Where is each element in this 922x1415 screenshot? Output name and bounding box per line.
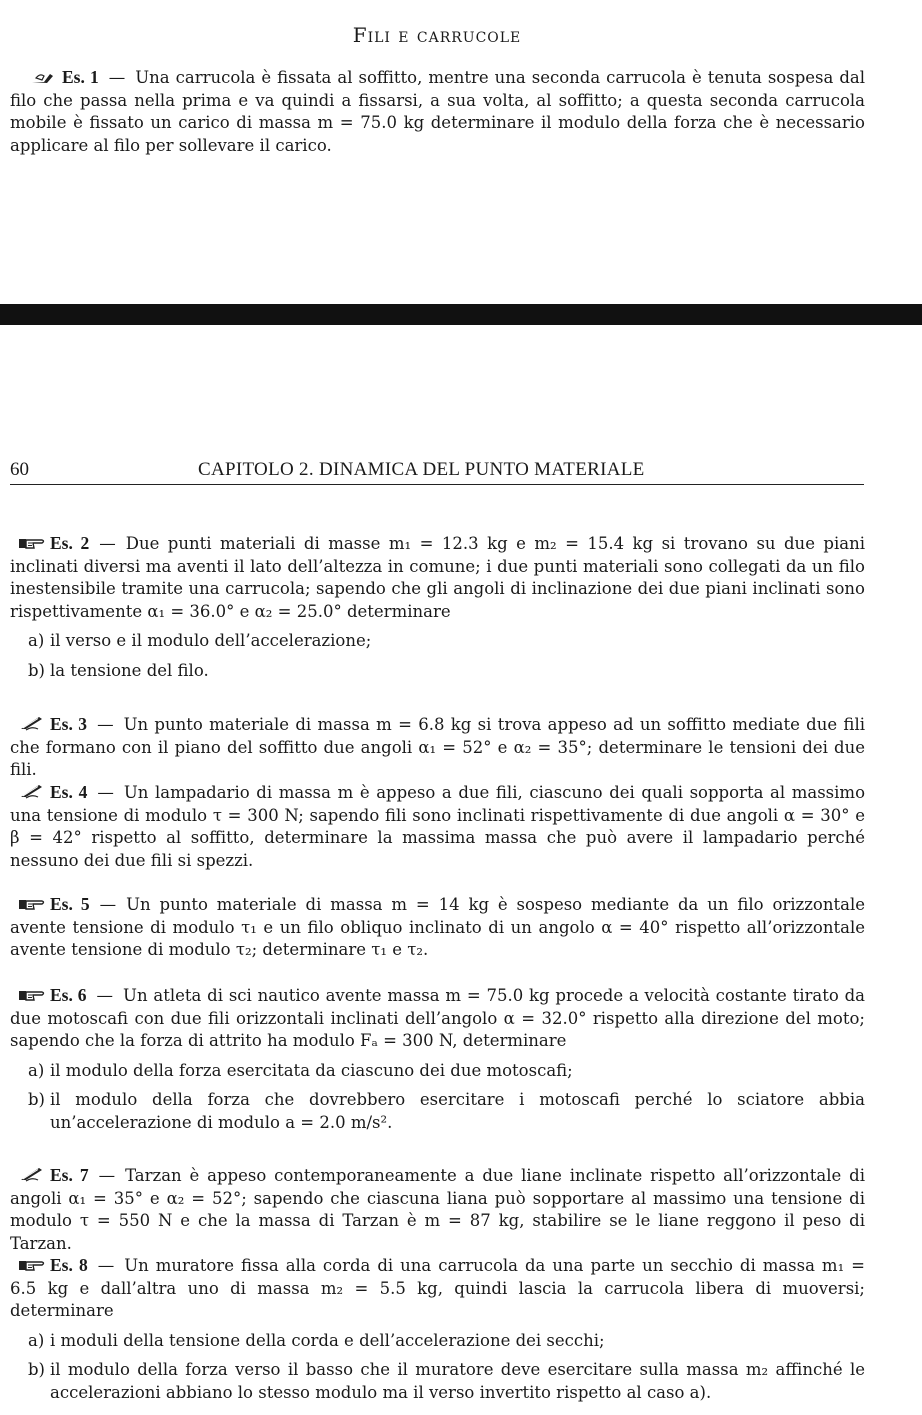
- exercise-label: Es. 4: [50, 782, 88, 802]
- exercise-text: Un punto materiale di massa m = 6.8 kg si trova appeso ad un soffitto mediate due fili che formano con il piano del soffitto due angoli α₁ = 52° e α₂ = 35°; determinare le tensioni dei due fili.: [10, 715, 865, 779]
- running-header: [10, 459, 864, 483]
- exercise-label: Es. 8: [50, 1255, 88, 1275]
- exercise-text: Un lampadario di massa m è appeso a due fili, ciascuno dei quali sopporta al massimo una tensione di modulo τ = 300 N; sapendo fili sono inclinati rispettivamente di due angoli α = 30° e β = 42° rispetto al soffitto, determinare la massima massa che può avere il lampadario perché nessuno dei due fili si spezzi.: [10, 783, 866, 870]
- em-dash: —: [99, 534, 116, 553]
- sub-question-list: [10, 630, 865, 682]
- exercise-3: [10, 713, 865, 782]
- exercise-5: [10, 893, 865, 962]
- exercise-text: Tarzan è appeso contemporaneamente a due liane inclinate rispetto all’orizzontale di angoli α₁ = 35° e α₂ = 52°; sapendo che ciascuna liana può sopportare al massimo una tensione di modulo τ = 550 N e che la massa di Tarzan è m = 87 kg, stabilire se le liane reggono il peso di Tarzan.: [10, 1166, 865, 1253]
- header-rule: [10, 484, 864, 485]
- exercise-7: [10, 1164, 865, 1255]
- em-dash: —: [97, 1256, 115, 1275]
- sub-question: [10, 1359, 865, 1404]
- sub-question: [10, 1060, 865, 1083]
- sub-question: [10, 660, 865, 683]
- exercise-text: Un punto materiale di massa m = 14 kg è sospeso mediante da un filo orizzontale avente tensione di modulo τ₁ e un filo obliquo inclinato di un angolo α = 40° rispetto all’orizzontale avente tensione di modulo τ₂; determinare τ₁ e τ₂.: [10, 895, 865, 959]
- sub-question-text: il modulo della forza verso il basso che il muratore deve esercitare sulla massa m₂ affinché le accelerazioni abbiano lo stesso modulo ma il verso invertito rispetto al caso a).: [50, 1360, 865, 1402]
- sub-question-text: la tensione del filo.: [50, 660, 209, 680]
- pencil-icon: [18, 1168, 46, 1182]
- em-dash: —: [97, 783, 114, 802]
- exercise-text: Due punti materiali di masse m₁ = 12.3 kg e m₂ = 15.4 kg si trovano su due piani inclinati diversi ma aventi il lato dell’altezza in comune; i due punti materiali sono collegati da un filo inestensibile tramite una carrucola; sapendo che gli angoli di inclinazione dei due piani inclinati sono rispettivamente α₁ = 36.0° e α₂ = 25.0° determinare: [10, 534, 866, 621]
- exercise-label: Es. 2: [50, 533, 90, 553]
- sub-question-list: [10, 1060, 865, 1135]
- sub-question-tag: a): [28, 1330, 45, 1350]
- exercise-1: Es. 1 — Una carrucola è fissata al soffitto, mentre una seconda carrucola è tenuta sospesa dal filo che passa nella prima e va quindi a fissarsi, a sua volta, al soffitto; a questa seconda carrucola mobile è fissato un carico di massa m = 75.0 kg determinare il modulo della forza che è necessario applicare al filo per sollevare il carico.: [10, 67, 866, 155]
- exercise-4: [10, 781, 865, 872]
- sub-question-text: il verso e il modulo dell’accelerazione;: [50, 631, 372, 650]
- exercise-label: Es. 3: [50, 714, 88, 734]
- sub-question-tag: b): [28, 660, 45, 680]
- pointing-hand-icon: [18, 897, 46, 911]
- exercise-label: Es. 1: [62, 67, 99, 87]
- sub-question-tag: a): [28, 1060, 45, 1080]
- chapter-title: CAPITOLO 2. DINAMICA DEL PUNTO MATERIALE: [198, 459, 645, 480]
- pencil-icon: [18, 785, 46, 799]
- sub-question-tag: b): [28, 1360, 45, 1379]
- exercise-label: Es. 6: [50, 985, 87, 1005]
- writing-hand-icon: [30, 70, 58, 84]
- exercise-text: Un muratore fissa alla corda di una carrucola da una parte un secchio di massa m₁ = 6.5 kg e dall’altra uno di massa m₂ = 5.5 kg, quindi lascia la carrucola libera di muoversi; determinare: [10, 1256, 866, 1320]
- section-title: Fili e carrucole: [352, 23, 522, 47]
- pencil-icon: [18, 717, 46, 731]
- pointing-hand-icon: [18, 536, 46, 550]
- exercise-8: [10, 1254, 865, 1411]
- sub-question-text: il modulo della forza che dovrebbero esercitare i motoscafi perché lo sciatore abbia un’accelerazione di modulo a = 2.0 m/s².: [50, 1090, 865, 1132]
- exercise-text: Una carrucola è fissata al soffitto, mentre una seconda carrucola è tenuta sospesa dal filo che passa nella prima e va quindi a fissarsi, a sua volta, al soffitto; a questa seconda carrucola mobile è fissato un carico di massa m = 75.0 kg determinare il modulo della forza che è necessario applicare al filo per sollevare il carico.: [10, 68, 866, 155]
- exercise-2: [10, 532, 865, 689]
- sub-question: [10, 1330, 865, 1353]
- sub-question: [10, 630, 865, 653]
- page-gap-band: [0, 304, 922, 325]
- exercise-label: Es. 5: [50, 894, 90, 914]
- exercise-text: Un atleta di sci nautico avente massa m = 75.0 kg procede a velocità costante tirato da due motoscafi con due fili orizzontali inclinati dell’angolo α = 32.0° rispetto alla direzione del moto; sapendo che la forza di attrito ha modulo Fₐ = 300 N, determinare: [10, 986, 865, 1050]
- page-number: 60: [10, 459, 29, 480]
- exercise-label: Es. 7: [50, 1165, 89, 1185]
- em-dash: —: [97, 715, 114, 734]
- pointing-hand-icon: [18, 988, 46, 1002]
- sub-question-text: i moduli della tensione della corda e dell’accelerazione dei secchi;: [50, 1330, 605, 1350]
- em-dash: —: [98, 1166, 116, 1185]
- sub-question-tag: a): [28, 631, 45, 650]
- sub-question-list: [10, 1330, 865, 1405]
- em-dash: —: [99, 895, 117, 914]
- pointing-hand-icon: [18, 1258, 46, 1272]
- em-dash: —: [96, 986, 114, 1005]
- exercise-6: [10, 984, 865, 1141]
- sub-question: [10, 1089, 865, 1134]
- sub-question-tag: b): [28, 1090, 45, 1109]
- sub-question-text: il modulo della forza esercitata da ciascuno dei due motoscafi;: [50, 1060, 573, 1080]
